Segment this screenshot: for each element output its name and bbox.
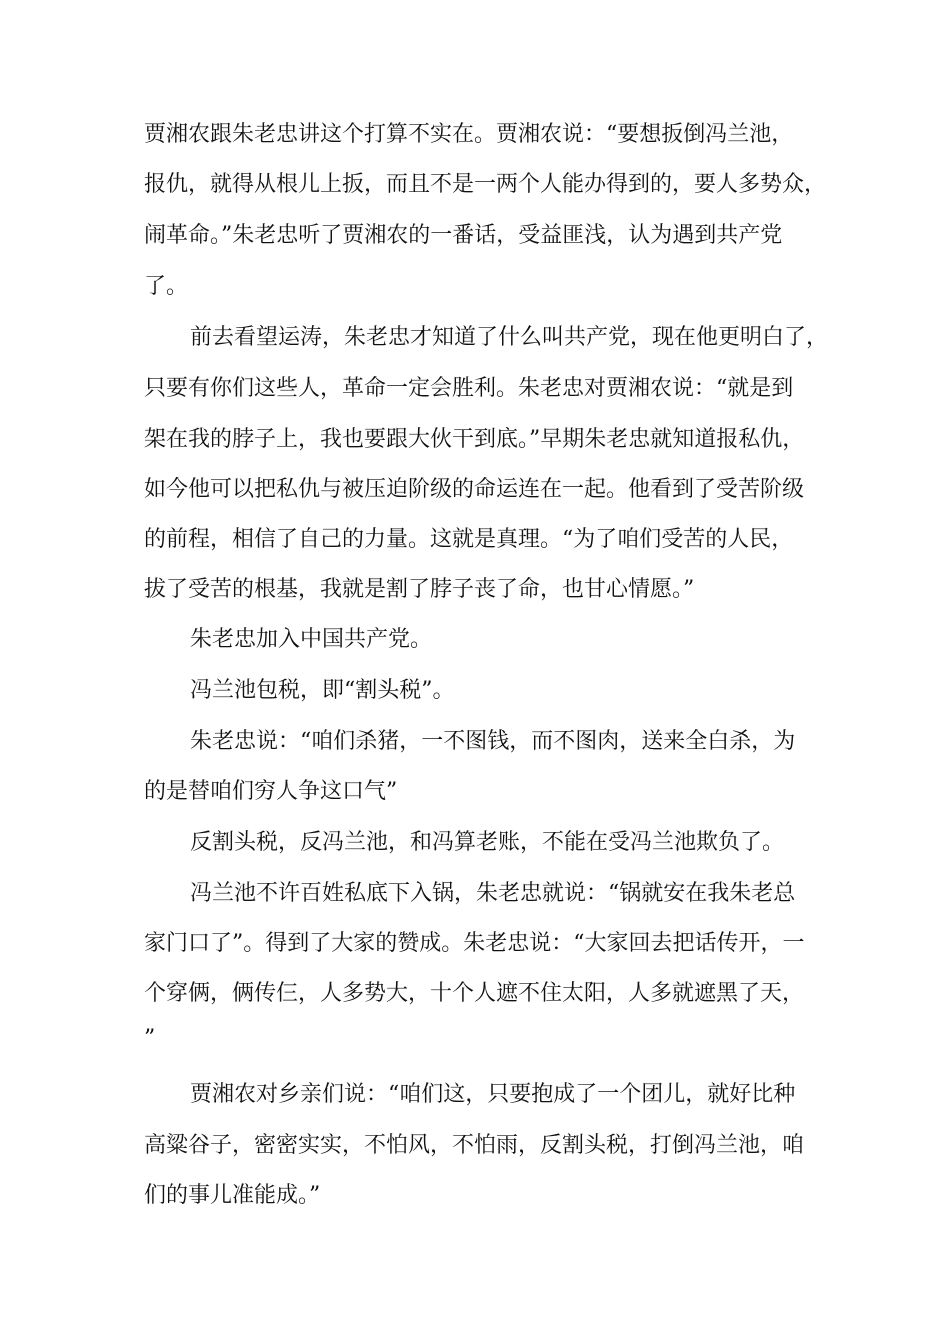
text-line: 们的事儿准能成。”	[144, 1183, 321, 1208]
text-line: 冯兰池包税，即“割头税”。	[190, 678, 455, 703]
text-line: 朱老忠加入中国共产党。	[190, 627, 433, 652]
text-line: ”	[144, 1026, 156, 1051]
text-line: 贾湘农对乡亲们说：“咱们这，只要抱成了一个团儿，就好比种	[190, 1082, 796, 1107]
text-line: 朱老忠说：“咱们杀猪，一不图钱，而不图肉，送来全白杀，为	[190, 729, 796, 754]
text-line: 的是替咱们穷人争这口气”	[144, 779, 398, 804]
text-line: 的前程，相信了自己的力量。这就是真理。“为了咱们受苦的人民，	[144, 527, 794, 552]
text-line: 如今他可以把私仇与被压迫阶级的命运连在一起。他看到了受苦阶级	[144, 477, 805, 502]
text-line: 家门口了”。得到了大家的赞成。朱老忠说：“大家回去把话传开，一	[144, 931, 805, 956]
text-line: 拔了受苦的根基，我就是割了脖子丧了命，也甘心情愿。”	[144, 577, 695, 602]
text-line: 只要有你们这些人，革命一定会胜利。朱老忠对贾湘农说：“就是到	[144, 376, 794, 401]
text-line: 闹革命。”朱老忠听了贾湘农的一番话，受益匪浅，认为遇到共产党	[144, 223, 783, 248]
text-line: 冯兰池不许百姓私底下入锅，朱老忠就说：“锅就安在我朱老总	[190, 881, 796, 906]
text-line: 高粱谷子，密密实实，不怕风，不怕雨，反割头税，打倒冯兰池，咱	[144, 1133, 805, 1158]
text-line: 报仇，就得从根儿上扳，而且不是一两个人能办得到的，要人多势众，	[144, 172, 827, 197]
text-line: 了。	[144, 274, 189, 299]
text-line: 反割头税，反冯兰池，和冯算老账，不能在受冯兰池欺负了。	[190, 830, 785, 855]
text-line: 贾湘农跟朱老忠讲这个打算不实在。贾湘农说：“要想扳倒冯兰池，	[144, 122, 794, 147]
text-line: 前去看望运涛，朱老忠才知道了什么叫共产党，现在他更明白了，	[190, 325, 829, 350]
text-line: 架在我的脖子上，我也要跟大伙干到底。”早期朱老忠就知道报私仇，	[144, 427, 805, 452]
text-line: 个穿俩，俩传仨，人多势大，十个人遮不住太阳，人多就遮黑了天，	[144, 981, 805, 1006]
